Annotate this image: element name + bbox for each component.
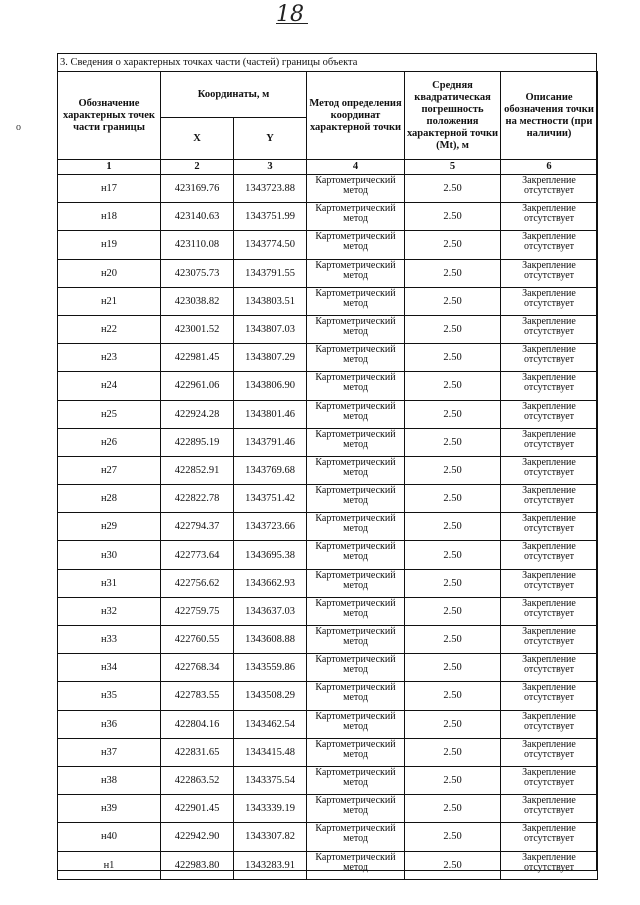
method-cell: Картометрический метод xyxy=(307,203,405,231)
point-designation: н25 xyxy=(58,400,161,428)
table-row xyxy=(58,344,598,372)
coordinate-y: 1343637.03 xyxy=(234,597,307,625)
header-coordinates: Координаты, м xyxy=(161,72,307,118)
description-cell: Закрепление отсутствует xyxy=(501,231,598,259)
table-row xyxy=(58,823,598,851)
header-x: X xyxy=(161,118,234,160)
boundary-points-table xyxy=(57,71,598,880)
coordinate-y: 1343723.88 xyxy=(234,175,307,203)
coordinate-y: 1343283.91 xyxy=(234,851,307,879)
table-body xyxy=(58,175,598,880)
description-cell: Закрепление отсутствует xyxy=(501,344,598,372)
coordinate-x: 422852.91 xyxy=(161,456,234,484)
method-cell: Картометрический метод xyxy=(307,315,405,343)
coordinate-x: 422768.34 xyxy=(161,654,234,682)
point-designation: н32 xyxy=(58,597,161,625)
point-designation: н30 xyxy=(58,541,161,569)
method-cell: Картометрический метод xyxy=(307,428,405,456)
error-cell: 2.50 xyxy=(405,654,501,682)
point-designation: н17 xyxy=(58,175,161,203)
error-cell: 2.50 xyxy=(405,513,501,541)
method-cell: Картометрический метод xyxy=(307,456,405,484)
error-cell: 2.50 xyxy=(405,823,501,851)
coordinate-x: 422961.06 xyxy=(161,372,234,400)
header-y: Y xyxy=(234,118,307,160)
table-row xyxy=(58,851,598,879)
coordinate-x: 422822.78 xyxy=(161,485,234,513)
point-designation: н22 xyxy=(58,315,161,343)
description-cell: Закрепление отсутствует xyxy=(501,682,598,710)
coordinate-y: 1343723.66 xyxy=(234,513,307,541)
coordinate-x: 422794.37 xyxy=(161,513,234,541)
coordinate-x: 423140.63 xyxy=(161,203,234,231)
table-row xyxy=(58,569,598,597)
description-cell: Закрепление отсутствует xyxy=(501,626,598,654)
error-cell: 2.50 xyxy=(405,485,501,513)
page-number: 18 xyxy=(270,2,310,27)
point-designation: н36 xyxy=(58,710,161,738)
error-cell: 2.50 xyxy=(405,428,501,456)
table-row xyxy=(58,626,598,654)
method-cell: Картометрический метод xyxy=(307,654,405,682)
point-designation: н29 xyxy=(58,513,161,541)
section-title: 3. Сведения о характерных точках части (частей) границы объекта xyxy=(60,57,358,68)
error-cell: 2.50 xyxy=(405,766,501,794)
description-cell: Закрепление отсутствует xyxy=(501,738,598,766)
coordinate-x: 422760.55 xyxy=(161,626,234,654)
description-cell: Закрепление отсутствует xyxy=(501,203,598,231)
table-row xyxy=(58,231,598,259)
coordinate-y: 1343803.51 xyxy=(234,287,307,315)
method-cell: Картометрический метод xyxy=(307,400,405,428)
coordinate-y: 1343415.48 xyxy=(234,738,307,766)
coordinate-y: 1343769.68 xyxy=(234,456,307,484)
description-cell: Закрепление отсутствует xyxy=(501,597,598,625)
coordinate-x: 423110.08 xyxy=(161,231,234,259)
error-cell: 2.50 xyxy=(405,569,501,597)
coordinate-x: 422783.55 xyxy=(161,682,234,710)
table-row xyxy=(58,428,598,456)
method-cell: Картометрический метод xyxy=(307,851,405,879)
description-cell: Закрепление отсутствует xyxy=(501,428,598,456)
coordinate-x: 422804.16 xyxy=(161,710,234,738)
description-cell: Закрепление отсутствует xyxy=(501,175,598,203)
error-cell: 2.50 xyxy=(405,597,501,625)
method-cell: Картометрический метод xyxy=(307,766,405,794)
coordinate-y: 1343559.86 xyxy=(234,654,307,682)
error-cell: 2.50 xyxy=(405,344,501,372)
point-designation: н34 xyxy=(58,654,161,682)
error-cell: 2.50 xyxy=(405,851,501,879)
error-cell: 2.50 xyxy=(405,738,501,766)
method-cell: Картометрический метод xyxy=(307,795,405,823)
point-designation: н39 xyxy=(58,795,161,823)
method-cell: Картометрический метод xyxy=(307,485,405,513)
method-cell: Картометрический метод xyxy=(307,231,405,259)
error-cell: 2.50 xyxy=(405,626,501,654)
method-cell: Картометрический метод xyxy=(307,372,405,400)
description-cell: Закрепление отсутствует xyxy=(501,400,598,428)
description-cell: Закрепление отсутствует xyxy=(501,823,598,851)
coordinate-y: 1343339.19 xyxy=(234,795,307,823)
point-designation: н20 xyxy=(58,259,161,287)
coordinate-x: 422759.75 xyxy=(161,597,234,625)
column-number: 6 xyxy=(501,160,598,175)
coordinate-y: 1343806.90 xyxy=(234,372,307,400)
method-cell: Картометрический метод xyxy=(307,344,405,372)
point-designation: н21 xyxy=(58,287,161,315)
table-row xyxy=(58,513,598,541)
table-row xyxy=(58,541,598,569)
method-cell: Картометрический метод xyxy=(307,259,405,287)
coordinate-y: 1343508.29 xyxy=(234,682,307,710)
description-cell: Закрепление отсутствует xyxy=(501,456,598,484)
description-cell: Закрепление отсутствует xyxy=(501,485,598,513)
method-cell: Картометрический метод xyxy=(307,175,405,203)
error-cell: 2.50 xyxy=(405,541,501,569)
coordinate-y: 1343695.38 xyxy=(234,541,307,569)
coordinate-x: 422981.45 xyxy=(161,344,234,372)
header-method: Метод определения координат характерной точки xyxy=(307,72,405,160)
error-cell: 2.50 xyxy=(405,203,501,231)
point-designation: н27 xyxy=(58,456,161,484)
coordinate-y: 1343608.88 xyxy=(234,626,307,654)
point-designation: н19 xyxy=(58,231,161,259)
method-cell: Картометрический метод xyxy=(307,569,405,597)
method-cell: Картометрический метод xyxy=(307,626,405,654)
point-designation: н23 xyxy=(58,344,161,372)
coordinate-y: 1343307.82 xyxy=(234,823,307,851)
description-cell: Закрепление отсутствует xyxy=(501,795,598,823)
description-cell: Закрепление отсутствует xyxy=(501,315,598,343)
coordinate-y: 1343662.93 xyxy=(234,569,307,597)
table-row xyxy=(58,485,598,513)
header-error: Средняя квадратическая погрешность положения характерной точки (Mt), м xyxy=(405,72,501,160)
coordinate-x: 422773.64 xyxy=(161,541,234,569)
coordinate-y: 1343774.50 xyxy=(234,231,307,259)
table-row xyxy=(58,372,598,400)
description-cell: Закрепление отсутствует xyxy=(501,569,598,597)
error-cell: 2.50 xyxy=(405,287,501,315)
table-row xyxy=(58,766,598,794)
table-row xyxy=(58,682,598,710)
error-cell: 2.50 xyxy=(405,710,501,738)
column-number: 4 xyxy=(307,160,405,175)
coordinate-x: 422942.90 xyxy=(161,823,234,851)
method-cell: Картометрический метод xyxy=(307,287,405,315)
coordinate-x: 423169.76 xyxy=(161,175,234,203)
coordinate-y: 1343751.42 xyxy=(234,485,307,513)
error-cell: 2.50 xyxy=(405,315,501,343)
column-number: 5 xyxy=(405,160,501,175)
table-row xyxy=(58,203,598,231)
coordinate-y: 1343801.46 xyxy=(234,400,307,428)
description-cell: Закрепление отсутствует xyxy=(501,287,598,315)
table-row xyxy=(58,456,598,484)
point-designation: н18 xyxy=(58,203,161,231)
table-row xyxy=(58,654,598,682)
error-cell: 2.50 xyxy=(405,400,501,428)
method-cell: Картометрический метод xyxy=(307,710,405,738)
coordinate-x: 422901.45 xyxy=(161,795,234,823)
table-row xyxy=(58,597,598,625)
table-row xyxy=(58,315,598,343)
description-cell: Закрепление отсутствует xyxy=(501,513,598,541)
description-cell: Закрепление отсутствует xyxy=(501,851,598,879)
point-designation: н38 xyxy=(58,766,161,794)
table-row xyxy=(58,710,598,738)
column-number: 2 xyxy=(161,160,234,175)
point-designation: н28 xyxy=(58,485,161,513)
table-row xyxy=(58,175,598,203)
error-cell: 2.50 xyxy=(405,259,501,287)
error-cell: 2.50 xyxy=(405,372,501,400)
coordinate-x: 422756.62 xyxy=(161,569,234,597)
error-cell: 2.50 xyxy=(405,175,501,203)
description-cell: Закрепление отсутствует xyxy=(501,372,598,400)
description-cell: Закрепление отсутствует xyxy=(501,541,598,569)
error-cell: 2.50 xyxy=(405,795,501,823)
coordinate-y: 1343462.54 xyxy=(234,710,307,738)
point-designation: н1 xyxy=(58,851,161,879)
method-cell: Картометрический метод xyxy=(307,823,405,851)
coordinate-y: 1343807.29 xyxy=(234,344,307,372)
method-cell: Картометрический метод xyxy=(307,682,405,710)
table-row xyxy=(58,400,598,428)
column-number: 1 xyxy=(58,160,161,175)
description-cell: Закрепление отсутствует xyxy=(501,259,598,287)
header-description: Описание обозначения точки на местности (при наличии) xyxy=(501,72,598,160)
coordinate-x: 423038.82 xyxy=(161,287,234,315)
coordinate-x: 422983.80 xyxy=(161,851,234,879)
coordinate-x: 422924.28 xyxy=(161,400,234,428)
description-cell: Закрепление отсутствует xyxy=(501,710,598,738)
point-designation: н24 xyxy=(58,372,161,400)
table-row xyxy=(58,287,598,315)
method-cell: Картометрический метод xyxy=(307,541,405,569)
coordinate-x: 422895.19 xyxy=(161,428,234,456)
coordinate-x: 422863.52 xyxy=(161,766,234,794)
point-designation: н35 xyxy=(58,682,161,710)
coordinate-x: 423001.52 xyxy=(161,315,234,343)
coordinate-y: 1343751.99 xyxy=(234,203,307,231)
coordinate-y: 1343791.55 xyxy=(234,259,307,287)
table-row xyxy=(58,738,598,766)
method-cell: Картометрический метод xyxy=(307,513,405,541)
coordinate-x: 423075.73 xyxy=(161,259,234,287)
table-row xyxy=(58,259,598,287)
point-designation: н33 xyxy=(58,626,161,654)
point-designation: н40 xyxy=(58,823,161,851)
method-cell: Картометрический метод xyxy=(307,597,405,625)
description-cell: Закрепление отсутствует xyxy=(501,654,598,682)
header-designation: Обозначение характерных точек части границы xyxy=(58,72,161,160)
table-row xyxy=(58,795,598,823)
point-designation: н37 xyxy=(58,738,161,766)
coordinate-y: 1343375.54 xyxy=(234,766,307,794)
point-designation: н31 xyxy=(58,569,161,597)
description-cell: Закрепление отсутствует xyxy=(501,766,598,794)
coordinate-y: 1343791.46 xyxy=(234,428,307,456)
error-cell: 2.50 xyxy=(405,456,501,484)
error-cell: 2.50 xyxy=(405,231,501,259)
margin-mark: o xyxy=(16,122,21,133)
column-number: 3 xyxy=(234,160,307,175)
coordinate-y: 1343807.03 xyxy=(234,315,307,343)
coordinate-x: 422831.65 xyxy=(161,738,234,766)
point-designation: н26 xyxy=(58,428,161,456)
method-cell: Картометрический метод xyxy=(307,738,405,766)
error-cell: 2.50 xyxy=(405,682,501,710)
